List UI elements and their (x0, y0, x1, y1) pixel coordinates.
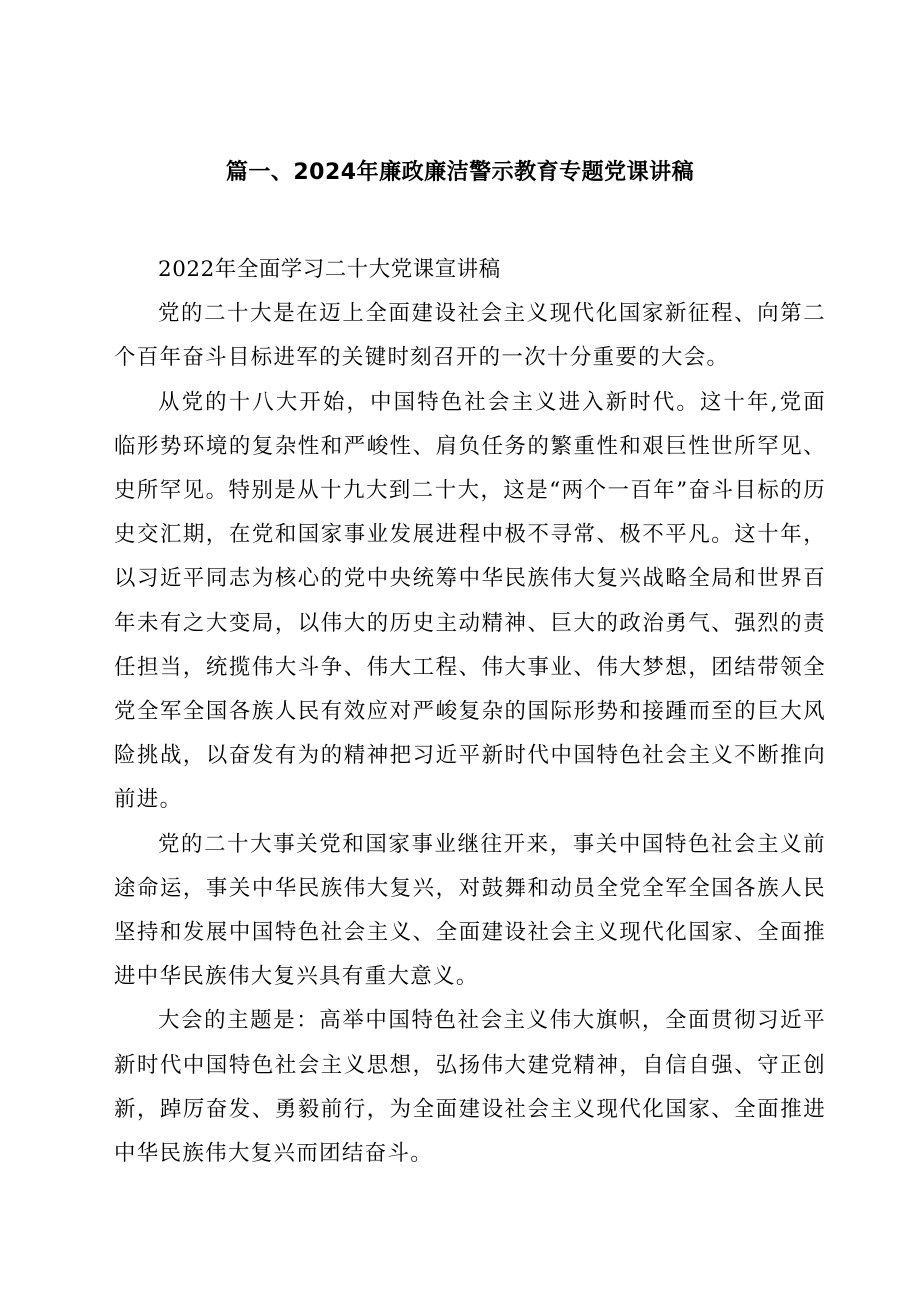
document-subtitle: 2022年全面学习二十大党课宣讲稿 (158, 257, 501, 282)
paragraph-2: 从党的十八大开始，中国特色社会主义进入新时代。这十年,党面临形势环境的复杂性和严峻性、肩负任务的繁重性和艰巨性世所罕见、史所罕见。特别是从十九大到二十大，这是“两个一百年”奋斗目标的历史交汇期，在党和国家事业发展进程中极不寻常、极不平凡。这十年，以习近平同志为核心的党中央统筹中华民族伟大复兴战略全局和世界百年未有之大变局，以伟大的历史主动精神、巨大的政治勇气、强烈的责任担当，统揽伟大斗争、伟大工程、伟大事业、伟大梦想，团结带领全党全军全国各族人民有效应对严峻复杂的国际形势和接踵而至的巨大风险挑战，以奋发有为的精神把习近平新时代中国特色社会主义不断推向前进。 (114, 389, 826, 813)
document-body (114, 248, 826, 1176)
paragraph-1: 党的二十大是在迈上全面建设社会主义现代化国家新征程、向第二个百年奋斗目标进军的关键时刻召开的一次十分重要的大会。 (114, 301, 826, 371)
paragraph-4: 大会的主题是：高举中国特色社会主义伟大旗帜，全面贯彻习近平新时代中国特色社会主义思想，弘扬伟大建党精神，自信自强、守正创新，踔厉奋发、勇毅前行，为全面建设社会主义现代化国家、全面推进中华民族伟大复兴而团结奋斗。 (114, 1008, 826, 1167)
document-title: 篇一、2024年廉政廉洁警示教育专题党课讲稿 (225, 160, 695, 185)
paragraph-3: 党的二十大事关党和国家事业继往开来，事关中国特色社会主义前途命运，事关中华民族伟大复兴，对鼓舞和动员全党全军全国各族人民坚持和发展中国特色社会主义、全面建设社会主义现代化国家、全面推进中华民族伟大复兴具有重大意义。 (114, 831, 826, 990)
